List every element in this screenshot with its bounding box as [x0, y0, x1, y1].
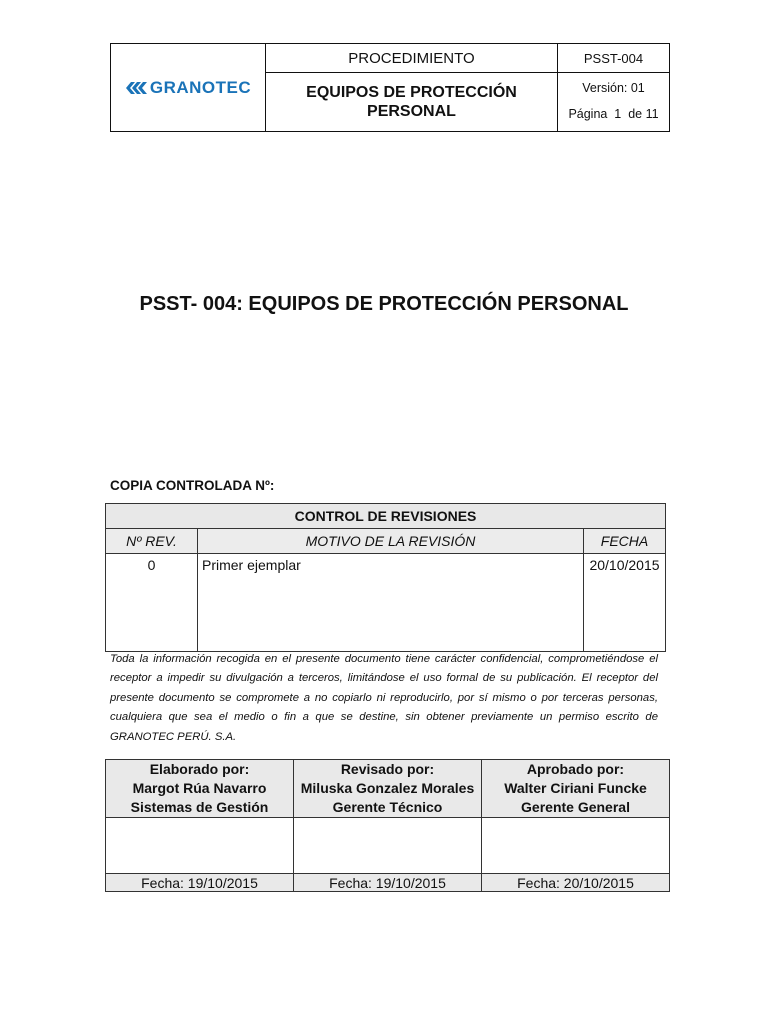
- header-title-cell: [266, 44, 558, 131]
- signature-name: Margot Rúa Navarro: [132, 780, 267, 796]
- header-title-line1: EQUIPOS DE PROTECCIÓN: [306, 84, 517, 101]
- signatures-header-row: [106, 760, 670, 818]
- signature-position: Gerente Técnico: [332, 799, 443, 815]
- revisions-title: CONTROL DE REVISIONES: [106, 504, 666, 529]
- signatures-blank-row: [106, 818, 670, 874]
- document-header: [110, 43, 670, 132]
- signature-role: Elaborado por:: [149, 761, 250, 777]
- signature-name: Miluska Gonzalez Morales: [300, 780, 475, 796]
- confidentiality-note: Toda la información recogida en el presente documento tiene carácter confidencial, comprometiéndose el receptor a impedir su divulgación a terceros, limitándose el uso formal de su publicación. El receptor del presente documento se compromete a no copiarlo ni reproducirlo, por sí mismo o por terceras personas, cualquiera que sea el medio o fin a que se destine, sin obtener previamente un permiso escrito de GRANOTEC PERÚ. S.A.: [110, 653, 658, 743]
- signature-date: Fecha: 20/10/2015: [482, 874, 670, 892]
- signature-revisado: [294, 760, 482, 818]
- signatures-table: [105, 759, 670, 892]
- header-title: [266, 73, 557, 131]
- document-title: PSST- 004: EQUIPOS DE PROTECCIÓN PERSONAL: [139, 293, 629, 315]
- col-header-num: Nº REV.: [106, 529, 198, 554]
- signatures-date-row: [106, 874, 670, 892]
- company-logo-cell: [111, 44, 266, 131]
- signature-space: [482, 818, 670, 874]
- doc-type: PROCEDIMIENTO: [266, 44, 557, 73]
- header-title-line2: PERSONAL: [367, 103, 456, 120]
- rev-fecha: 20/10/2015: [584, 554, 666, 652]
- signature-aprobado: [482, 760, 670, 818]
- logo-text: GRANOTEC: [149, 77, 252, 97]
- rev-motivo: Primer ejemplar: [198, 554, 584, 652]
- col-header-motivo: MOTIVO DE LA REVISIÓN: [198, 529, 584, 554]
- header-meta-cell: [558, 44, 669, 131]
- signature-name: Walter Ciriani Funcke: [504, 780, 647, 796]
- revisions-title-row: [106, 504, 666, 529]
- copia-controlada-label: COPIA CONTROLADA Nº:: [110, 478, 275, 493]
- signature-position: Gerente General: [521, 799, 630, 815]
- col-header-fecha: FECHA: [584, 529, 666, 554]
- doc-version: Versión: 01: [582, 81, 645, 95]
- signature-role: Revisado por:: [340, 761, 435, 777]
- revisions-header-row: [106, 529, 666, 554]
- rev-num: 0: [106, 554, 198, 652]
- doc-code: PSST-004: [558, 44, 669, 73]
- signature-role: Aprobado por:: [526, 761, 625, 777]
- signature-elaborado: [106, 760, 294, 818]
- table-row: [106, 554, 666, 652]
- signature-date: Fecha: 19/10/2015: [294, 874, 482, 892]
- signature-date: Fecha: 19/10/2015: [106, 874, 294, 892]
- signature-space: [294, 818, 482, 874]
- page-number: Página 1 de 11: [568, 107, 659, 121]
- signature-position: Sistemas de Gestión: [130, 799, 269, 815]
- company-logo: [125, 78, 251, 98]
- signature-space: [106, 818, 294, 874]
- revisions-table: [105, 503, 666, 652]
- granotec-logo-icon: [125, 81, 147, 95]
